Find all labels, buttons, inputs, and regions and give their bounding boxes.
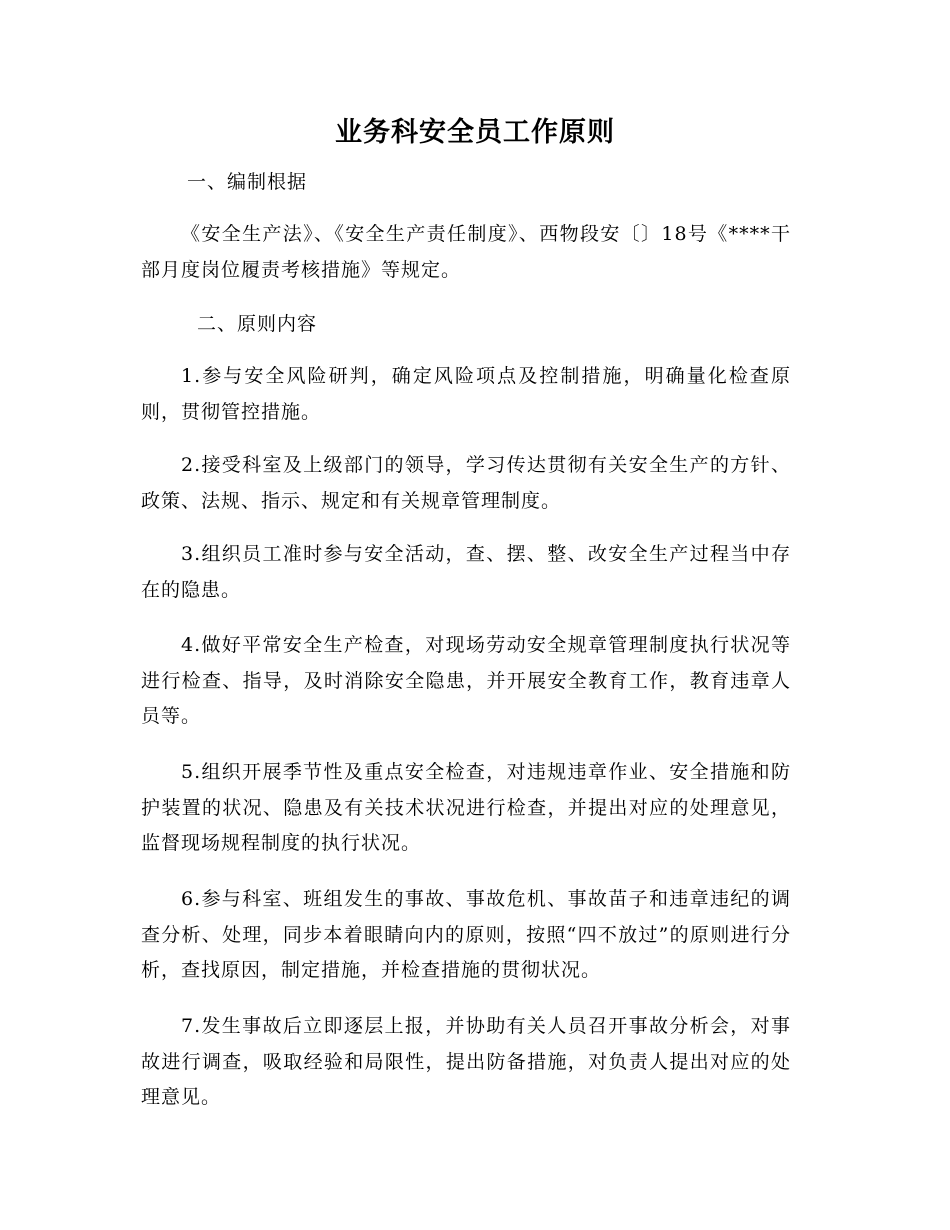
list-item: 2.接受科室及上级部门的领导，学习传达贯彻有关安全生产的方针、政策、法规、指示、规定和有关规章管理制度。 xyxy=(141,454,791,512)
list-item: 3.组织员工准时参与安全活动，查、摆、整、改安全生产过程当中存在的隐患。 xyxy=(141,543,791,601)
list-item: 5.组织开展季节性及重点安全检查，对违规违章作业、安全措施和防护装置的状况、隐患及有关技术状况进行检查，并提出对应的处理意见，监督现场规程制度的执行状况。 xyxy=(141,761,791,854)
list-item: 4.做好平常安全生产检查，对现场劳动安全规章管理制度执行状况等进行检查、指导，及时消除安全隐患，并开展安全教育工作，教育违章人员等。 xyxy=(141,634,791,727)
document-title: 业务科安全员工作原则 xyxy=(335,117,615,148)
list-item: 7.发生事故后立即逐层上报，并协助有关人员召开事故分析会，对事故进行调查，吸取经验和局限性，提出防备措施，对负责人提出对应的处理意见。 xyxy=(141,1015,791,1108)
list-item: 6.参与科室、班组发生的事故、事故危机、事故苗子和违章违纪的调查分析、处理，同步本着眼睛向内的原则，按照“四不放过”的原则进行分析，查找原因，制定措施，并检查措施的贯彻状况。 xyxy=(141,888,791,981)
section-heading-content: 二、原则内容 xyxy=(197,313,318,335)
section-heading-basis: 一、编制根据 xyxy=(187,171,308,193)
list-item: 1.参与安全风险研判，确定风险项点及控制措施，明确量化检查原则，贯彻管控措施。 xyxy=(141,365,791,423)
basis-paragraph: 《安全生产法》、《安全生产责任制度》、西物段安〔〕18号《****干部月度岗位履责考核措施》等规定。 xyxy=(141,223,791,281)
